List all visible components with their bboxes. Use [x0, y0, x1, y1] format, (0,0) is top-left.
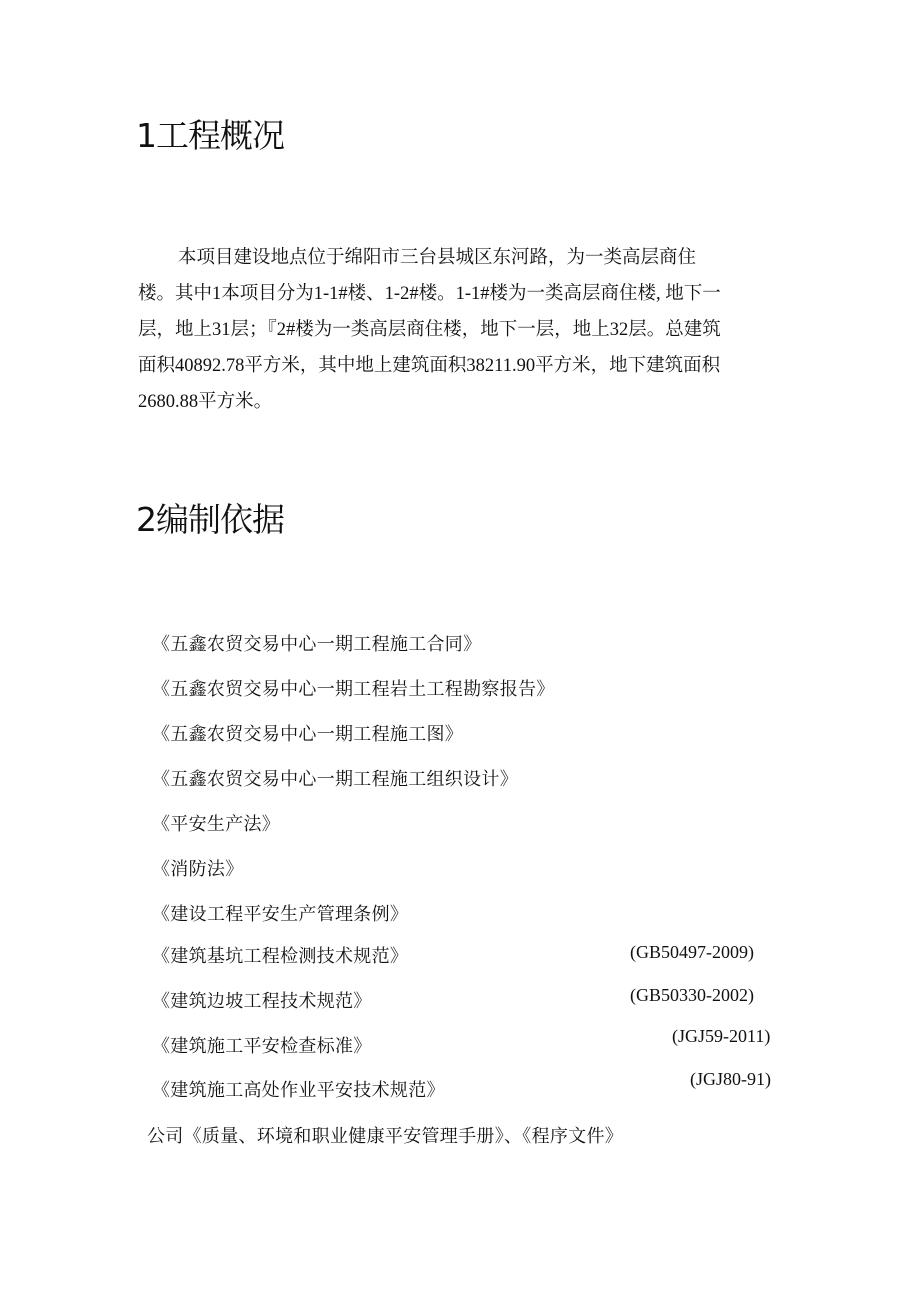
standard-code: (GB50330-2002): [630, 985, 754, 1005]
paragraph-line: 楼。其中1本项目分为1-1#楼、1-2#楼。1-1#楼为一类高层商住楼, 地下一: [138, 284, 721, 304]
reference-item: 《消防法》: [152, 859, 244, 879]
reference-item: 《五鑫农贸交易中心一期工程施工组织设计》: [152, 769, 518, 789]
paragraph-line: 2680.88平方米。: [138, 392, 273, 412]
paragraph-line: 本项目建设地点位于绵阳市三台县城区东河路，为一类高层商住: [178, 248, 697, 268]
reference-item: 《五鑫农贸交易中心一期工程施工合同》: [152, 634, 482, 654]
reference-item: 《建筑边坡工程技术规范》: [152, 991, 372, 1011]
standard-code: (JGJ80-91): [690, 1069, 771, 1089]
reference-item: 《五鑫农贸交易中心一期工程岩土工程勘察报告》: [152, 679, 555, 699]
reference-item: 《平安生产法》: [152, 814, 281, 834]
reference-item: 《建筑基坑工程检测技术规范》: [152, 946, 409, 966]
reference-item: 《建筑施工高处作业平安技术规范》: [152, 1080, 445, 1100]
paragraph-line: 面积40892.78平方米，其中地上建筑面积38211.90平方米，地下建筑面积: [138, 356, 721, 376]
reference-item: 《建设工程平安生产管理条例》: [152, 904, 409, 924]
reference-item: 《建筑施工平安检查标准》: [152, 1036, 372, 1056]
reference-item: 《五鑫农贸交易中心一期工程施工图》: [152, 724, 464, 744]
section-heading-basis: 2编制依据: [136, 500, 284, 539]
section-heading-overview: 1工程概况: [136, 116, 284, 155]
reference-item: 公司《质量、环境和职业健康平安管理手册》、《程序文件》: [147, 1126, 624, 1146]
paragraph-line: 层，地上31层；『2#楼为一类高层商住楼，地下一层，地上32层。总建筑: [138, 320, 721, 340]
standard-code: (JGJ59-2011): [672, 1026, 771, 1046]
overview-paragraph: [138, 240, 788, 420]
standard-code: (GB50497-2009): [630, 942, 754, 962]
